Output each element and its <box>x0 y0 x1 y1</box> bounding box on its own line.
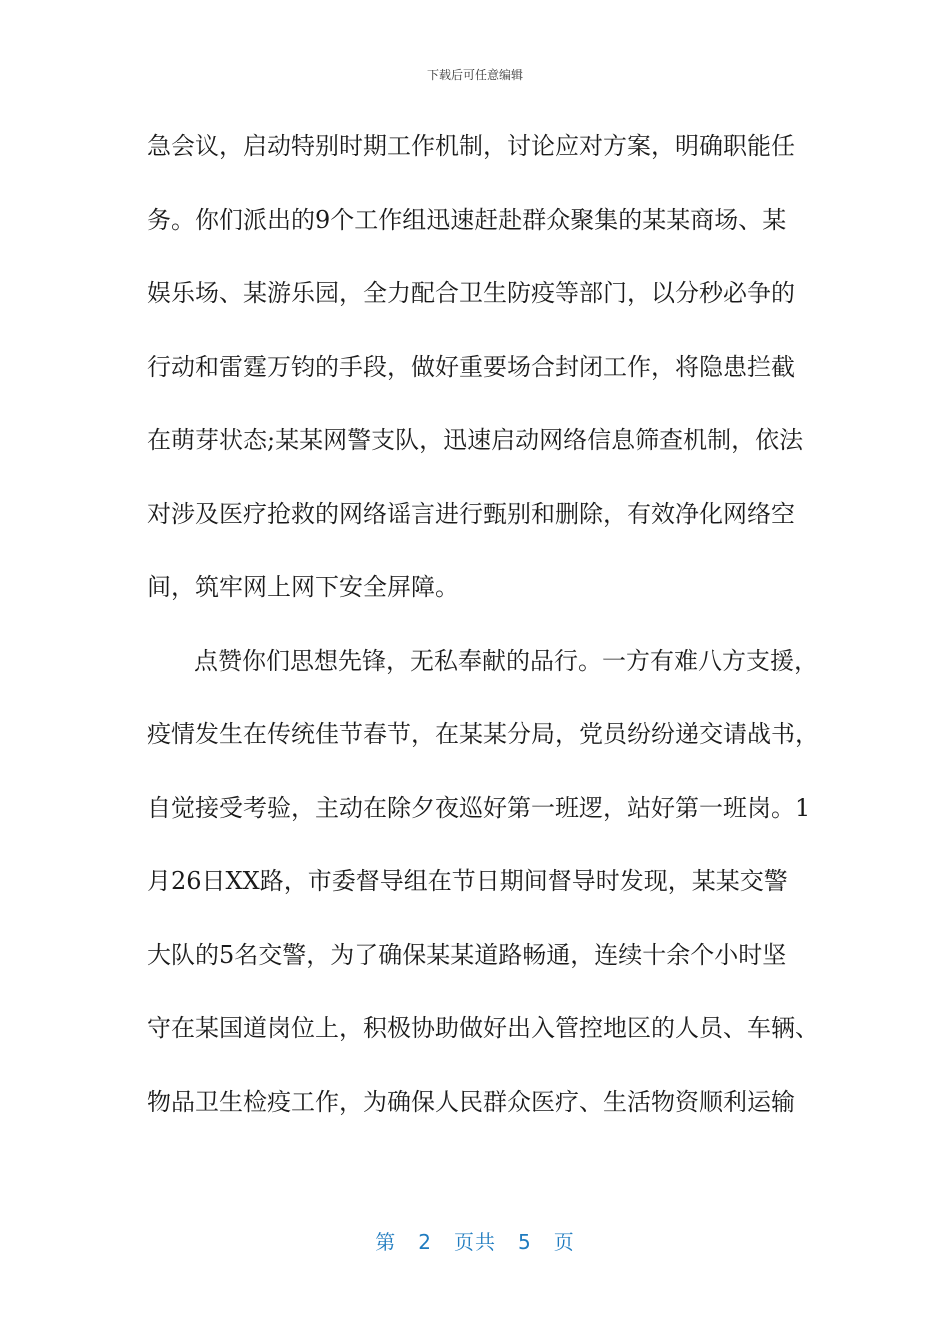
document-body <box>147 126 819 1155</box>
text-line: 对涉及医疗抢救的网络谣言进行甄别和删除，有效净化网络空 <box>147 499 795 528</box>
text-line: 自觉接受考验，主动在除夕夜巡好第一班逻，站好第一班岗。1 <box>147 793 811 822</box>
text-line: 间，筑牢网上网下安全屏障。 <box>147 573 459 601</box>
text-line: 急会议，启动特别时期工作机制，讨论应对方案，明确职能任 <box>147 132 795 160</box>
page-footer <box>0 1226 950 1255</box>
text-line: 物品卫生检疫工作，为确保人民群众医疗、生活物资顺利运输 <box>147 1087 795 1116</box>
text-line: 在萌芽状态;某某网警支队，迅速启动网络信息筛查机制，依法 <box>147 426 804 454</box>
total-page-number: 5 <box>518 1230 532 1254</box>
text-line: 务。你们派出的9个工作组迅速赶赴群众聚集的某某商场、某 <box>147 205 787 234</box>
current-page-number: 2 <box>418 1230 432 1254</box>
footer-prefix: 第 <box>375 1230 397 1254</box>
footer-middle: 页共 <box>454 1230 496 1254</box>
text-line: 月26日XX路，市委督导组在节日期间督导时发现，某某交警 <box>147 867 788 895</box>
header-note: 下载后可任意编辑 <box>426 68 523 82</box>
text-line: 大队的5名交警，为了确保某某道路畅通，连续十余个小时坚 <box>147 940 787 969</box>
text-line: 守在某国道岗位上，积极协助做好出入管控地区的人员、车辆、 <box>147 1014 819 1042</box>
text-line: 疫情发生在传统佳节春节，在某某分局，党员纷纷递交请战书， <box>147 720 819 748</box>
text-line: 娱乐场、某游乐园，全力配合卫生防疫等部门，以分秒必争的 <box>147 279 795 307</box>
text-line: 行动和雷霆万钧的手段，做好重要场合封闭工作，将隐患拦截 <box>147 352 795 381</box>
footer-suffix: 页 <box>553 1230 575 1254</box>
paragraph-start-line: 点赞你们思想先锋，无私奉献的品行。一方有难八方支援， <box>194 646 818 675</box>
